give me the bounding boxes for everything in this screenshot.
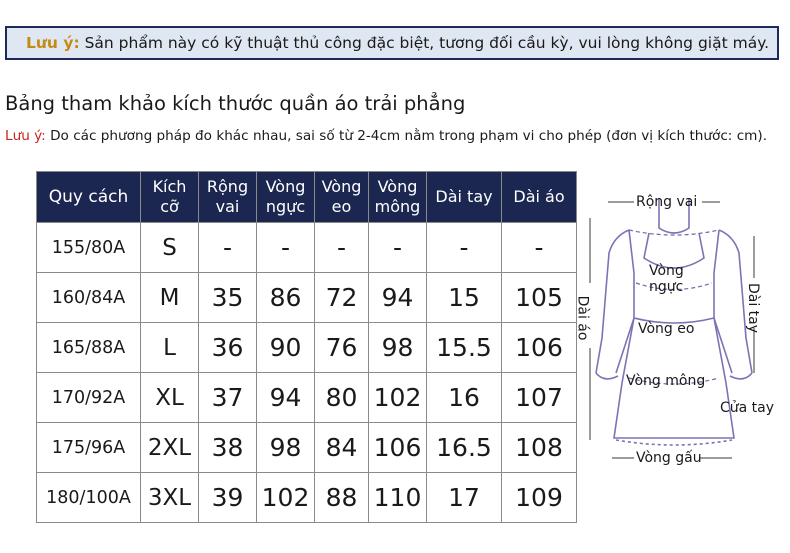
spec-cell: 155/80A: [37, 223, 141, 273]
column-header: [502, 172, 577, 223]
measurement-cell: 17: [427, 473, 502, 523]
size-cell: M: [141, 273, 199, 323]
garment-diagram: [574, 178, 784, 483]
spec-cell: 165/88A: [37, 323, 141, 373]
label-sleeve-length: Dài tay: [745, 282, 762, 334]
measurement-cell: -: [199, 223, 257, 273]
measurement-cell: 110: [369, 473, 427, 523]
size-cell: S: [141, 223, 199, 273]
hem-ruffle: [616, 440, 732, 445]
measurement-cell: -: [257, 223, 315, 273]
table-header-row: [37, 172, 577, 223]
column-header: [315, 172, 369, 223]
spec-cell: 160/84A: [37, 273, 141, 323]
label-chest-2: ngực: [649, 279, 684, 295]
column-header-text: Dài tay: [435, 187, 493, 206]
measurement-cell: 105: [502, 273, 577, 323]
measurement-cell: -: [315, 223, 369, 273]
measurement-cell: 84: [315, 423, 369, 473]
measurement-cell: 90: [257, 323, 315, 373]
warning-banner: [5, 26, 779, 60]
measurement-cell: -: [502, 223, 577, 273]
table-row: [37, 273, 577, 323]
size-cell: 3XL: [141, 473, 199, 523]
column-header-text: mông: [374, 197, 421, 216]
column-header-text: eo: [331, 197, 352, 216]
label-hem: Vòng gấu: [636, 450, 702, 466]
note-text: Do các phương pháp đo khác nhau, sai số từ 2-4cm nằm trong phạm vi cho phép (đơn vị kích thước: cm).: [45, 128, 768, 144]
measurement-cell: 106: [502, 323, 577, 373]
right-cuff: [730, 373, 752, 379]
measurement-cell: 102: [257, 473, 315, 523]
measurement-cell: -: [369, 223, 427, 273]
spec-cell: 175/96A: [37, 423, 141, 473]
spec-cell: 170/92A: [37, 373, 141, 423]
spec-cell: 180/100A: [37, 473, 141, 523]
size-cell: 2XL: [141, 423, 199, 473]
measurement-cell: -: [427, 223, 502, 273]
size-cell: L: [141, 323, 199, 373]
column-header: [141, 172, 199, 223]
column-header-text: Kích cỡ: [152, 177, 187, 216]
right-sleeve-inner: [714, 230, 732, 373]
label-waist: Vòng eo: [638, 321, 695, 337]
column-header: [257, 172, 315, 223]
measurement-cell: 76: [315, 323, 369, 373]
column-header: [427, 172, 502, 223]
measurement-note: [5, 128, 767, 144]
column-header: [199, 172, 257, 223]
label-chest-1: Vòng: [649, 263, 684, 279]
table-row: [37, 373, 577, 423]
measurement-cell: 15.5: [427, 323, 502, 373]
label-hip: Vòng mông: [626, 373, 706, 389]
size-chart-table: [36, 171, 577, 523]
table-row: [37, 423, 577, 473]
measurement-cell: 16: [427, 373, 502, 423]
table-row: [37, 223, 577, 273]
measurement-cell: 109: [502, 473, 577, 523]
column-header: [37, 172, 141, 223]
column-header-text: Vòng: [377, 177, 418, 196]
measurement-cell: 36: [199, 323, 257, 373]
note-keyword: Lưu ý:: [5, 128, 46, 144]
measurement-cell: 72: [315, 273, 369, 323]
measurement-cell: 15: [427, 273, 502, 323]
column-header: [369, 172, 427, 223]
column-header-text: Quy cách: [48, 187, 129, 207]
label-garment-length: Dài áo: [574, 295, 591, 341]
measurement-cell: 106: [369, 423, 427, 473]
column-header-text: Vòng: [321, 177, 362, 196]
measurement-cell: 108: [502, 423, 577, 473]
size-cell: XL: [141, 373, 199, 423]
measurement-cell: 88: [315, 473, 369, 523]
column-header-text: ngực: [265, 197, 306, 216]
measurement-cell: 98: [257, 423, 315, 473]
page-title: Bảng tham khảo kích thước quần áo trải phẳng: [5, 92, 466, 115]
measurement-cell: 39: [199, 473, 257, 523]
measurement-cell: 98: [369, 323, 427, 373]
measurement-cell: 16.5: [427, 423, 502, 473]
column-header-text: Rộng: [206, 177, 249, 196]
column-header-text: vai: [215, 197, 240, 216]
measurement-cell: 86: [257, 273, 315, 323]
table-row: [37, 473, 577, 523]
measurement-cell: 38: [199, 423, 257, 473]
left-cuff: [596, 373, 618, 379]
table-row: [37, 323, 577, 373]
measurement-cell: 37: [199, 373, 257, 423]
column-header-text: Dài áo: [513, 187, 565, 206]
measurement-cell: 107: [502, 373, 577, 423]
banner-text: Sản phẩm này có kỹ thuật thủ công đặc biệt, tương đối cầu kỳ, vui lòng không giặt máy.: [79, 34, 770, 52]
label-cuff: Cửa tay: [720, 400, 775, 416]
left-sleeve-outer: [596, 230, 629, 373]
measurement-cell: 80: [315, 373, 369, 423]
measurement-cell: 94: [257, 373, 315, 423]
measurement-cell: 35: [199, 273, 257, 323]
column-header-text: Vòng: [265, 177, 306, 196]
measurement-cell: 102: [369, 373, 427, 423]
label-shoulder-width: Rộng vai: [636, 194, 698, 210]
left-sleeve-inner: [616, 230, 634, 373]
measurement-cell: 94: [369, 273, 427, 323]
banner-keyword: Lưu ý:: [26, 34, 80, 52]
